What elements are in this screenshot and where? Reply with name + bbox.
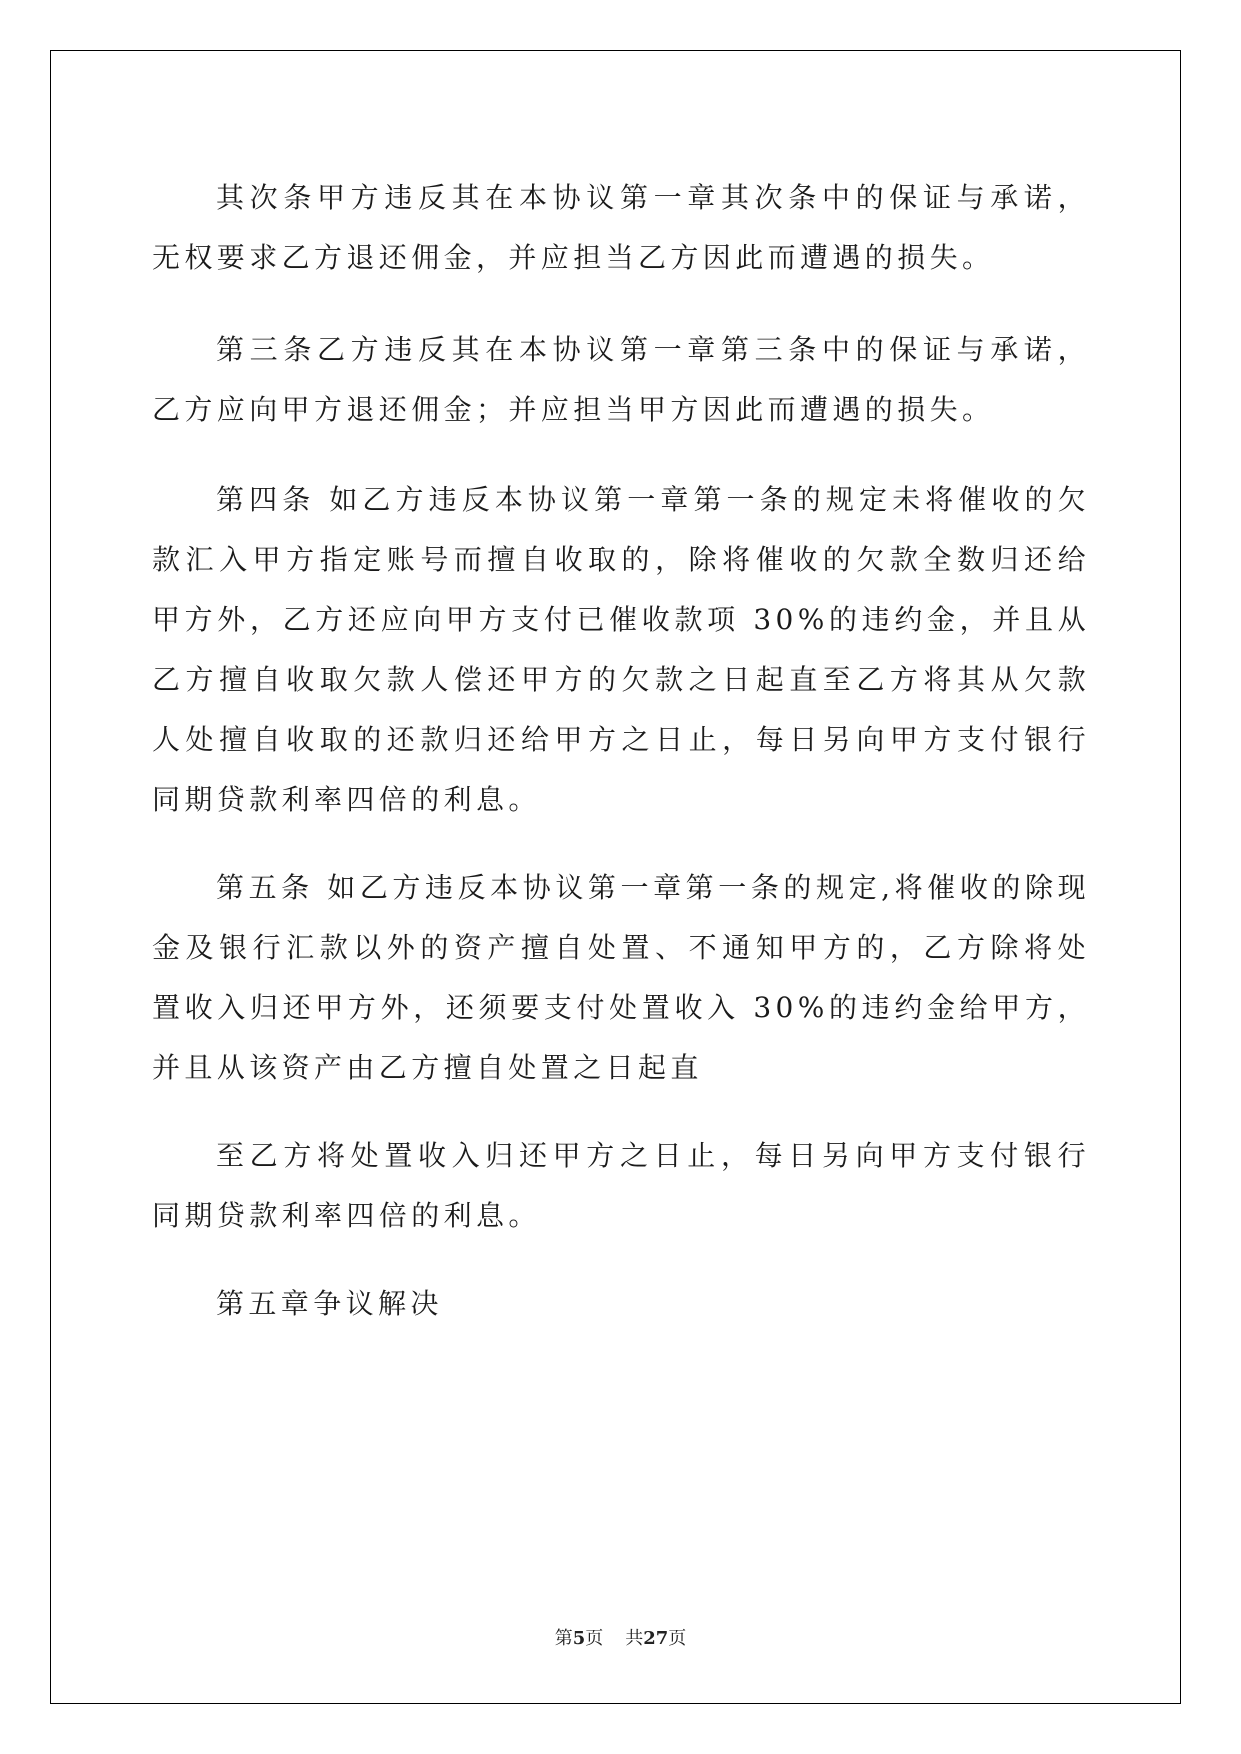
paragraph-2: 第三条乙方违反其在本协议第一章第三条中的保证与承诺，乙方应向甲方退还佣金；并应担当甲方因此而遭遇的损失。: [152, 333, 1090, 426]
total-pages: 27: [643, 1628, 669, 1649]
page-number: 5: [572, 1628, 586, 1649]
section-heading: 第五章争议解决: [216, 1287, 443, 1320]
total-suffix: 页: [668, 1628, 687, 1649]
page-suffix: 页: [585, 1628, 604, 1649]
total-prefix: 共: [625, 1628, 644, 1649]
page-footer: [0, 1624, 1241, 1650]
paragraph-5: 至乙方将处置收入归还甲方之日止，每日另向甲方支付银行同期贷款利率四倍的利息。: [152, 1139, 1090, 1232]
document-body: [152, 168, 1090, 1334]
paragraph-4: 第五条 如乙方违反本协议第一章第一条的规定,将催收的除现金及银行汇款以外的资产擅自处置、不通知甲方的，乙方除将处置收入归还甲方外，还须要支付处置收入 30%的违约金给甲方，并且从该资产由乙方擅自处置之日起直: [152, 871, 1090, 1084]
page-prefix: 第: [554, 1628, 573, 1649]
paragraph-3: 第四条 如乙方违反本协议第一章第一条的规定未将催收的欠款汇入甲方指定账号而擅自收取的，除将催收的欠款全数归还给甲方外，乙方还应向甲方支付已催收款项 30%的违约金，并且从乙方擅自收取欠款人偿还甲方的欠款之日起直至乙方将其从欠款人处擅自收取的还款归还给甲方之日止，每日另向甲方支付银行同期贷款利率四倍的利息。: [152, 483, 1090, 816]
paragraph-1: 其次条甲方违反其在本协议第一章其次条中的保证与承诺，无权要求乙方退还佣金，并应担当乙方因此而遭遇的损失。: [152, 181, 1090, 274]
